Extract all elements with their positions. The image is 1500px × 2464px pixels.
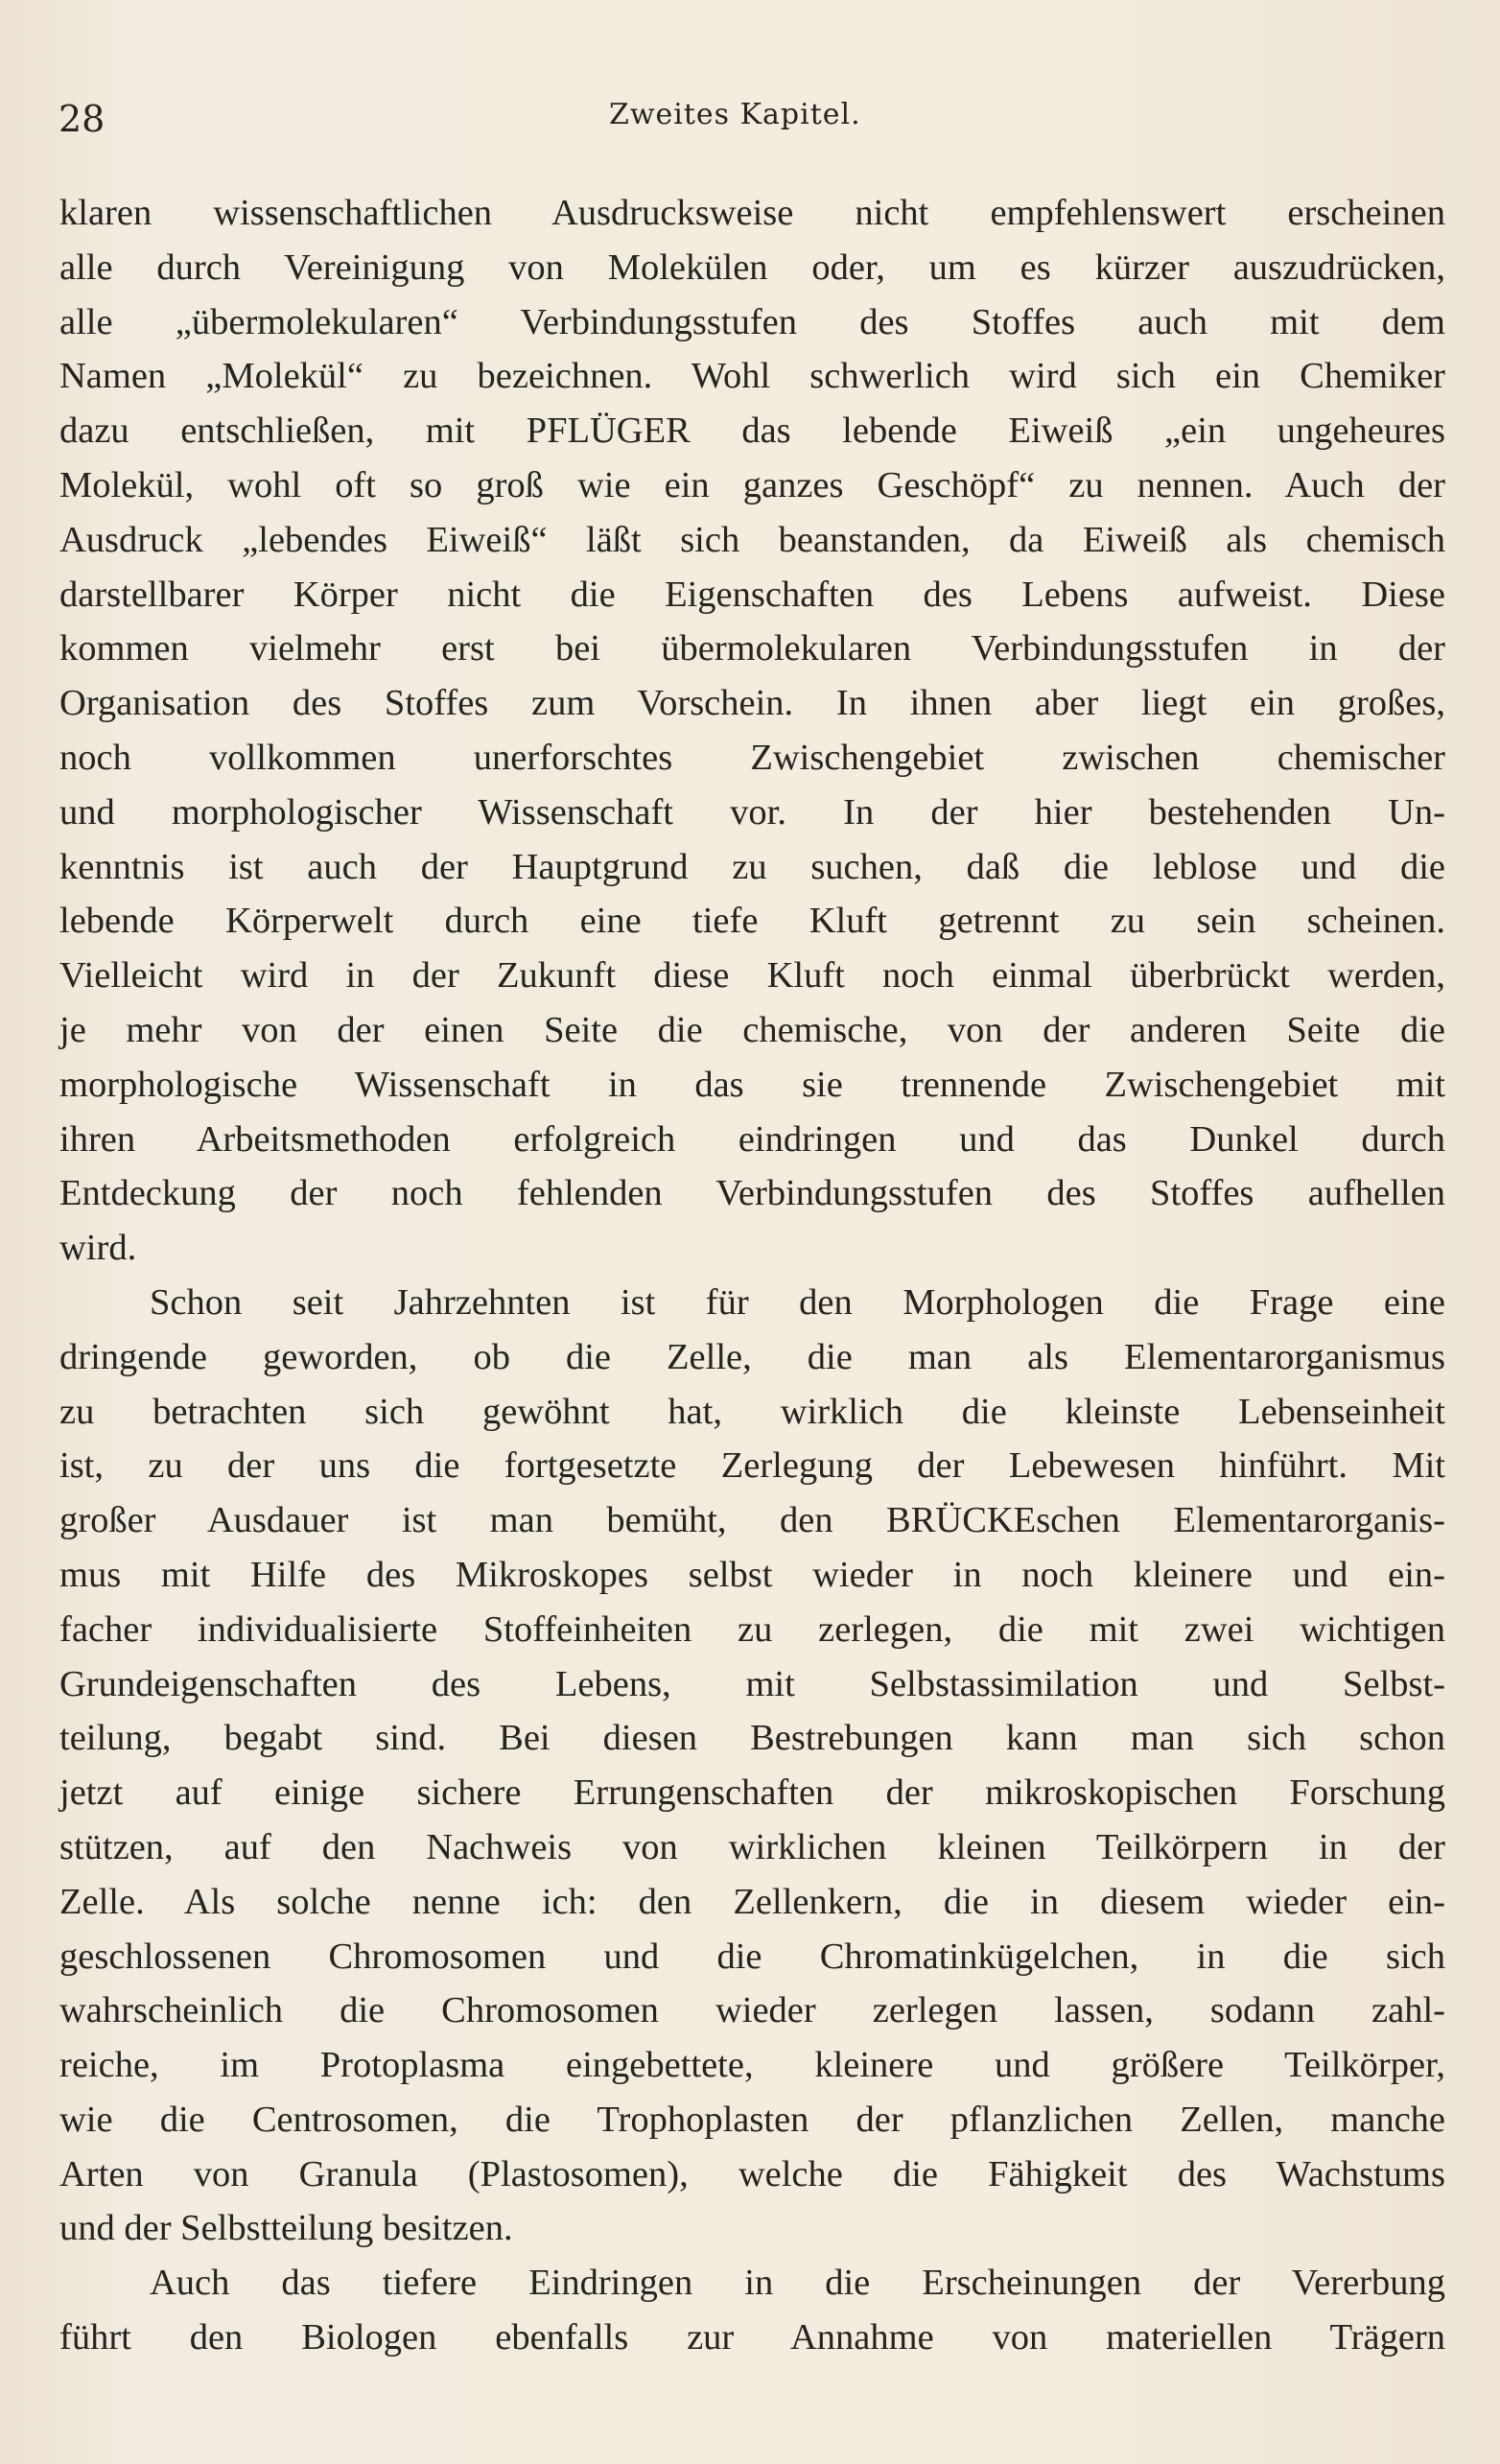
text-line: mus mit Hilfe des Mikroskopes selbst wieder in noch kleinere und ein- bbox=[59, 1554, 1445, 1595]
text-line: großer Ausdauer ist man bemüht, den BRÜCKEschen Elementarorganis- bbox=[59, 1500, 1445, 1541]
page-header bbox=[53, 84, 1443, 142]
text-line: dringende geworden, ob die Zelle, die man als Elementarorganismus bbox=[59, 1336, 1445, 1377]
text-line: führt den Biologen ebenfalls zur Annahme von materiellen Trägern bbox=[59, 2317, 1445, 2358]
text-line: Ausdruck „lebendes Eiweiß“ läßt sich beanstanden, da Eiweiß als chemisch bbox=[59, 519, 1445, 560]
text-line: Grundeigenschaften des Lebens, mit Selbstassimilation und Selbst- bbox=[59, 1663, 1445, 1704]
text-line: reiche, im Protoplasma eingebettete, kleinere und größere Teilkörper, bbox=[59, 2045, 1445, 2086]
paragraph-1 bbox=[59, 186, 1445, 1276]
text-line: morphologische Wissenschaft in das sie trennende Zwischengebiet mit bbox=[59, 1064, 1445, 1105]
text-line: stützen, auf den Nachweis von wirklichen kleinen Teilkörpern in der bbox=[59, 1826, 1445, 1867]
text-line: Schon seit Jahrzehnten ist für den Morphologen die Frage eine bbox=[150, 1281, 1445, 1323]
text-line: lebende Körperwelt durch eine tiefe Kluft getrennt zu sein scheinen. bbox=[59, 901, 1445, 942]
text-line: Organisation des Stoffes zum Vorschein. In ihnen aber liegt ein großes, bbox=[59, 683, 1445, 724]
running-head: Zweites Kapitel. bbox=[609, 98, 861, 131]
text-line: Namen „Molekül“ zu bezeichnen. Wohl schwerlich wird sich ein Chemiker bbox=[59, 356, 1445, 397]
text-line: klaren wissenschaftlichen Ausdrucksweise nicht empfehlenswert erscheinen bbox=[59, 193, 1445, 233]
text-line: facher individualisierte Stoffeinheiten zu zerlegen, die mit zwei wichtigen bbox=[59, 1608, 1445, 1650]
text-line: Entdeckung der noch fehlenden Verbindungsstufen des Stoffes aufhellen bbox=[59, 1173, 1445, 1214]
text-line: wie die Centrosomen, die Trophoplasten der pflanzlichen Zellen, manche bbox=[59, 2099, 1445, 2140]
text-line: wahrscheinlich die Chromosomen wieder zerlegen lassen, sodann zahl- bbox=[59, 1990, 1445, 2031]
text-line: alle durch Vereinigung von Molekülen oder, um es kürzer auszudrücken, bbox=[59, 246, 1445, 288]
text-line: dazu entschließen, mit PFLÜGER das lebende Eiweiß „ein ungeheures bbox=[59, 411, 1445, 452]
text-line: ihren Arbeitsmethoden erfolgreich eindringen und das Dunkel durch bbox=[59, 1118, 1445, 1160]
paragraph-2 bbox=[59, 1276, 1445, 2256]
text-line: jetzt auf einige sichere Errungenschaften der mikroskopischen Forschung bbox=[59, 1772, 1445, 1814]
paragraph-3 bbox=[59, 2256, 1445, 2365]
text-line: kommen vielmehr erst bei übermolekularen Verbindungsstufen in der bbox=[59, 628, 1445, 669]
page-number: 28 bbox=[59, 98, 105, 140]
text-line: alle „übermolekularen“ Verbindungsstufen des Stoffes auch mit dem bbox=[59, 301, 1445, 342]
text-line: geschlossenen Chromosomen und die Chromatinkügelchen, in die sich bbox=[59, 1936, 1445, 1977]
text-line: ist, zu der uns die fortgesetzte Zerlegung der Lebewesen hinführt. Mit bbox=[59, 1445, 1445, 1487]
text-line: Molekül, wohl oft so groß wie ein ganzes Geschöpf“ zu nennen. Auch der bbox=[59, 464, 1445, 505]
text-line: noch vollkommen unerforschtes Zwischengebiet zwischen chemischer bbox=[59, 737, 1445, 778]
text-line: Zelle. Als solche nenne ich: den Zellenkern, die in diesem wieder ein- bbox=[59, 1881, 1445, 1922]
text-line: zu betrachten sich gewöhnt hat, wirklich die kleinste Lebenseinheit bbox=[59, 1391, 1445, 1432]
text-line: teilung, begabt sind. Bei diesen Bestrebungen kann man sich schon bbox=[59, 1718, 1445, 1759]
text-line: Arten von Granula (Plastosomen), welche die Fähigkeit des Wachstums bbox=[59, 2153, 1445, 2194]
text-line: Auch das tiefere Eindringen in die Erscheinungen der Vererbung bbox=[150, 2263, 1445, 2304]
body-text bbox=[59, 186, 1445, 2365]
text-line: Vielleicht wird in der Zukunft diese Kluft noch einmal überbrückt werden, bbox=[59, 955, 1445, 997]
text-line: kenntnis ist auch der Hauptgrund zu suchen, daß die leblose und die bbox=[59, 846, 1445, 887]
text-line: je mehr von der einen Seite die chemische, von der anderen Seite die bbox=[59, 1009, 1445, 1050]
text-line: wird. bbox=[59, 1228, 137, 1269]
text-line: und der Selbstteilung besitzen. bbox=[59, 2208, 513, 2249]
text-line: darstellbarer Körper nicht die Eigenschaften des Lebens aufweist. Diese bbox=[59, 574, 1445, 615]
text-line: und morphologischer Wissenschaft vor. In der hier bestehenden Un- bbox=[59, 791, 1445, 833]
